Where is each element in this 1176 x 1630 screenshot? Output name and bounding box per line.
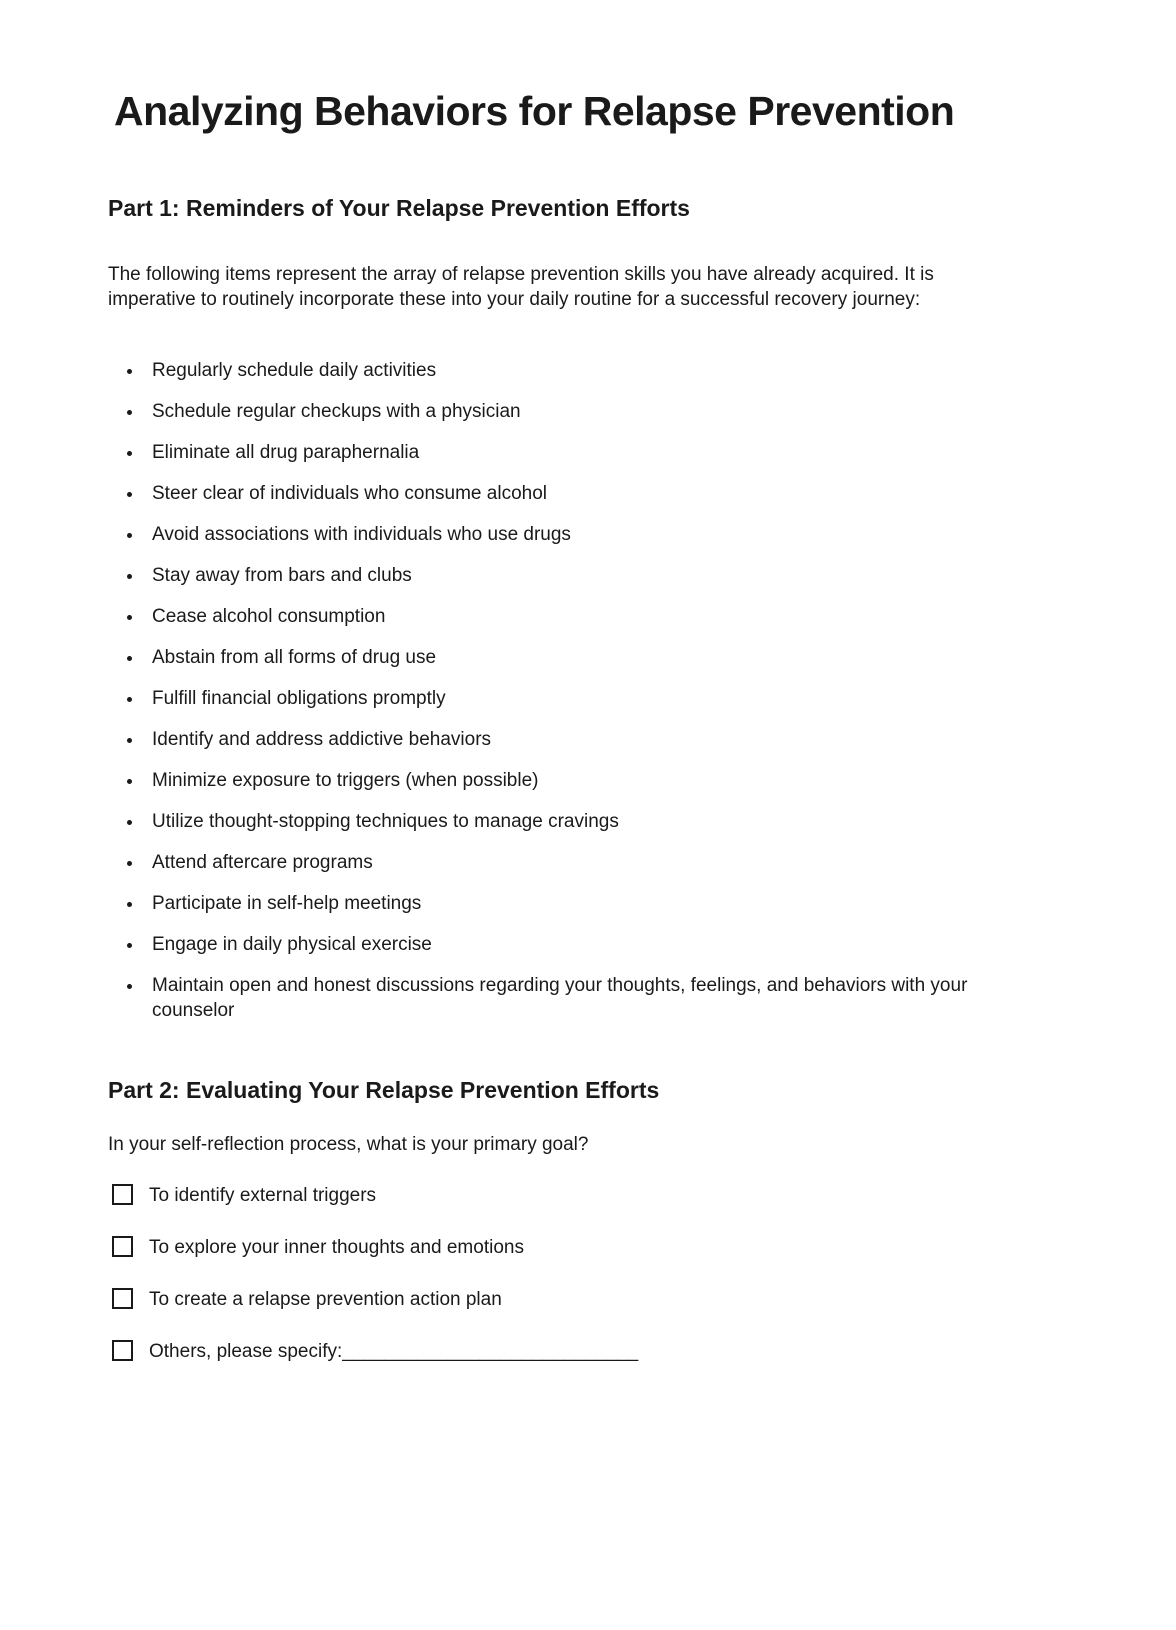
goal-options-group — [108, 1183, 1066, 1364]
checkbox-icon[interactable] — [112, 1340, 133, 1361]
document-title: Analyzing Behaviors for Relapse Prevention — [114, 88, 955, 134]
option-label: Others, please specify: — [149, 1341, 343, 1362]
skill-list-item: • Maintain open and honest discussions regarding your thoughts, feelings, and behaviors with your counselor — [144, 973, 1034, 1023]
skill-list-item: • Fulfill financial obligations promptly — [144, 686, 1034, 711]
skill-list-item: • Regularly schedule daily activities — [144, 358, 1034, 383]
part2-heading: Part 2: Evaluating Your Relapse Prevention Efforts — [108, 1077, 660, 1103]
skill-list-item: • Utilize thought-stopping techniques to manage cravings — [144, 809, 1034, 834]
skill-list-item: • Identify and address addictive behaviors — [144, 727, 1034, 752]
skill-list-item: • Abstain from all forms of drug use — [144, 645, 1034, 670]
skill-list-item: • Schedule regular checkups with a physician — [144, 399, 1034, 424]
part1-heading: Part 1: Reminders of Your Relapse Prevention Efforts — [108, 195, 690, 221]
checkbox-icon[interactable] — [112, 1236, 133, 1257]
checkbox-icon[interactable] — [112, 1184, 133, 1205]
skill-list-item: • Participate in self-help meetings — [144, 891, 1034, 916]
checkbox-option-others-specify[interactable] — [108, 1339, 1066, 1364]
part1-section — [108, 195, 1066, 1023]
specify-fill-in-blank[interactable]: ____________________________ — [342, 1341, 639, 1362]
option-label: To identify external triggers — [149, 1185, 377, 1206]
skill-list-item: • Attend aftercare programs — [144, 850, 1034, 875]
option-label: To explore your inner thoughts and emotions — [149, 1237, 524, 1258]
relapse-prevention-skills-list — [108, 358, 1034, 1023]
skill-list-item: • Engage in daily physical exercise — [144, 932, 1034, 957]
part1-intro-paragraph: The following items represent the array of relapse prevention skills you have already acquired. It is imperative to routinely incorporate these into your daily routine for a successful recovery journey: — [108, 264, 934, 310]
checkbox-option-identify-triggers[interactable] — [108, 1183, 1066, 1208]
skill-list-item: • Minimize exposure to triggers (when possible) — [144, 768, 1034, 793]
skill-list-item: • Steer clear of individuals who consume alcohol — [144, 481, 1034, 506]
skill-list-item: • Eliminate all drug paraphernalia — [144, 440, 1034, 465]
skill-list-item: • Stay away from bars and clubs — [144, 563, 1034, 588]
part2-question: In your self-reflection process, what is your primary goal? — [108, 1134, 589, 1155]
skill-list-item: • Avoid associations with individuals who use drugs — [144, 522, 1034, 547]
skill-list-item: • Cease alcohol consumption — [144, 604, 1034, 629]
checkbox-option-create-action-plan[interactable] — [108, 1287, 1066, 1312]
option-label: To create a relapse prevention action plan — [149, 1289, 502, 1310]
part2-section — [108, 1077, 1066, 1364]
checkbox-icon[interactable] — [112, 1288, 133, 1309]
checkbox-option-explore-thoughts[interactable] — [108, 1235, 1066, 1260]
